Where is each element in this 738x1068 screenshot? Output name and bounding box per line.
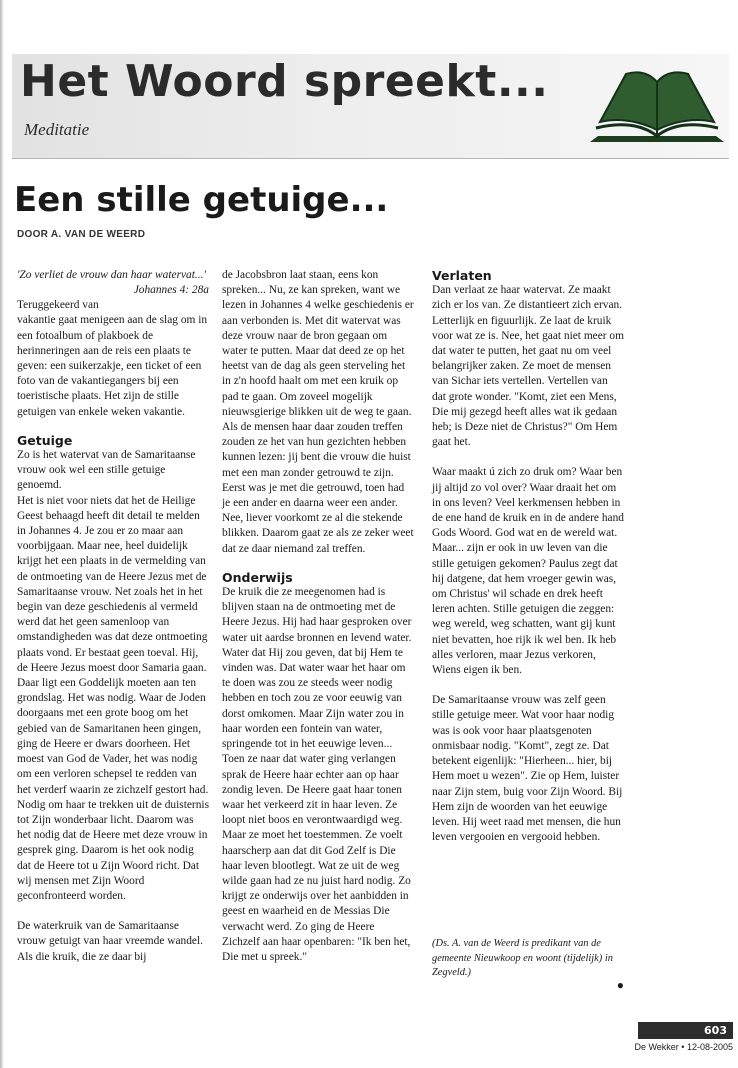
page-number: 603 (638, 1022, 733, 1039)
paragraph: Zo is het watervat van de Samaritaanse vrouw ook wel een stille getuige genoemd. (17, 449, 196, 492)
scripture-quote (17, 268, 209, 297)
quote-reference: Johannes 4: 28a (133, 284, 209, 297)
paragraph: Teruggekeerd van vakantie gaat menigeen aan de slag om in een fotoalbum of plakboek de herinneringen aan de reis een plaats te geven: een suikerzakje, een ticket of een foto van de vakantiegangers bij een toeristische plaats. Het zijn de stille getuigen van enkele weken vakantie. (17, 299, 208, 418)
article-byline: DOOR A. VAN DE WEERD (17, 229, 146, 240)
article-title: Een stille getuige... (14, 180, 389, 220)
section-subtitle: Meditatie (24, 120, 90, 139)
section-title: Het Woord spreekt... (20, 56, 549, 107)
paragraph: Dan verlaat ze haar watervat. Ze maakt zich er los van. Ze distantieert zich ervan. Letterlijk en figuurlijk. Ze laat de kruik voor wat ze is. Nee, het gaat niet meer om dat water te putten, het gaat nu om veel belangrijker zaken. Ze moet de mensen van Sichar iets vertellen. Vertellen van dat grote wonder. "Komt, ziet een Mens, Die mij gezegd heeft alles wat ik gedaan heb; is Deze niet de Christus?" Om Hem gaat het. (432, 284, 624, 449)
open-book-icon (586, 66, 728, 148)
footnote-text: (Ds. A. van de Weerd is predikant van de gemeente Nieuwkoop en woont (tijdelijk) in Zegveld.) (432, 938, 613, 979)
quote-text: 'Zo verliet de vrouw dan haar watervat...' (17, 269, 206, 281)
paragraph: de Jacobsbron laat staan, eens kon spreken... Nu, ze kan spreken, want we lezen in Johannes 4 welke geschiedenis er aan verbonden is. Met dit watervat was deze vrouw naar de bron gegaan om water te putten. Maar dat deed ze op het heetst van de dag als geen sterveling het in z'n hoofd haalt om met een kruik op pad te gaan. Om zoveel mogelijk nieuwsgierige blikken uit de weg te gaan. Als de mensen haar daar zouden treffen zouden ze het van hun gezichten hebben kunnen lezen: jij bent die vrouw die huist met een man zonder getrouwd te zijn. Eerst was je met die getrouwd, toen had je een ander en daarna weer een ander. Nee, liever voorkomt ze al die stekende blikken. Daarom gaat ze als ze zeker weet dat ze daar niemand zal treffen. (222, 269, 414, 555)
column-1 (17, 268, 209, 965)
column-2 (222, 268, 414, 965)
paragraph: De Samaritaanse vrouw was zelf geen stille getuige meer. Wat voor haar nodig was is ook voor haar plaatsgenoten onmisbaar nodig. "Komt", zegt ze. Dat betekent eigenlijk: "Hierheen... hier, bij Hem moet u wezen". Zie op Hem, luister naar Zijn stem, buig voor Zijn Woord. Bij Hem zijn de woorden van het eeuwige leven. Hij weet raad met mensen, die hun leven vergooien en vergooid hebben. (432, 694, 623, 844)
section-banner (12, 54, 729, 159)
end-mark-icon: ● (616, 978, 624, 993)
column-3 (432, 268, 624, 993)
issue-info: De Wekker • 12-08-2005 (634, 1042, 733, 1052)
scan-shadow (0, 0, 4, 1068)
author-footnote (432, 937, 624, 993)
heading-verlaten: Verlaten (432, 268, 492, 283)
heading-onderwijs: Onderwijs (222, 569, 293, 585)
paragraph: Waar maakt ú zich zo druk om? Waar ben jij altijd zo vol over? Waar draait het om in ons leven? Veel kerkmensen hebben in de ene hand de kruik en in de andere hand Gods Woord. God wat en de wereld wat. Maar... zijn er ook in uw leven van die stille getuigen gekomen? Paulus zegt dat hij datgene, dat hem vroeger gewin was, om Christus' wil schade en drek heeft leren achten. Stille getuigen die zeggen: weg wereld, weg schatten, want gij kunt niet bevatten, hoe rijk ik wel ben. Ik heb alles verloren, maar Jezus verkoren, Wiens eigen ik ben. (432, 466, 624, 677)
paragraph: De waterkruik van de Samaritaanse vrouw getuigt van haar vreemde wandel. Als die kruik, die ze daar bij (17, 920, 203, 963)
paragraph: De kruik die ze meegenomen had is blijven staan na de ontmoeting met de Heere Jezus. Hij had haar gesproken over water uit aardse bronnen en levend water. Water dat Hij zou geven, dat bij Hem te vinden was. Dat water waar het haar om te doen was zou ze steeds weer nodig hebben en toch zou ze voor eeuwig van dorst omkomen. Maar Zijn water zou in haar worden een fontein van water, springende tot in het eeuwige leven... Toen ze naar dat water ging verlangen sprak de Heere haar echter aan op haar zondig leven. De Heere gaat haar tonen waar het verkeerd zit in haar leven. Ze loopt niet boos en verontwaardigd weg. Maar ze moet het toestemmen. Ze voelt haarscherp aan dat dit God Zelf is Die haar leven blootlegt. Wat ze uit de weg wilde gaan had ze nu juist hard nodig. Zo krijgt ze onderwijs over het aanbidden in geest en waarheid en de Messias Die verwacht werd. Zo ging de Heere Zichzelf aan haar openbaren: "Ik ben het, Die met u spreek." (222, 586, 412, 963)
heading-getuige: Getuige (17, 432, 73, 448)
paragraph: Het is niet voor niets dat het de Heilige Geest behaagd heeft dit detail te melden in Johannes 4. Je zou er zo maar aan voorbijgaan. Maar nee, heel duidelijk krijgt het een plaats in de vermelding van de ontmoeting van de Heere Jezus met de Samaritaanse vrouw. Net zoals het in het begin van deze geschiedenis al vermeld werd dat het geen samenloop van omstandigheden was dat deze ontmoeting plaats vond. Er bestaat geen toeval. Hij, de Heere Jezus moest door Samaria gaan. Daar ligt een Goddelijk moeten aan ten grondslag. Het was nodig. Waar de Joden doorgaans met een grote boog om het gebied van de Samaritanen heen gingen, ging de Heere er dwars doorheen. Het moest van God de Vader, het was nodig om een verloren schepsel te redden van het verderf waarin ze zichzelf gestort had. Nodig om haar te trekken uit de duisternis tot Zijn wonderbaar licht. Daarom was het nodig dat de Heere met deze vrouw in gesprek ging. Daarom is het ook nodig dat de Heere tot u Zijn Woord richt. Dat wij mensen met Zijn Woord geconfronteerd worden. (17, 494, 210, 902)
